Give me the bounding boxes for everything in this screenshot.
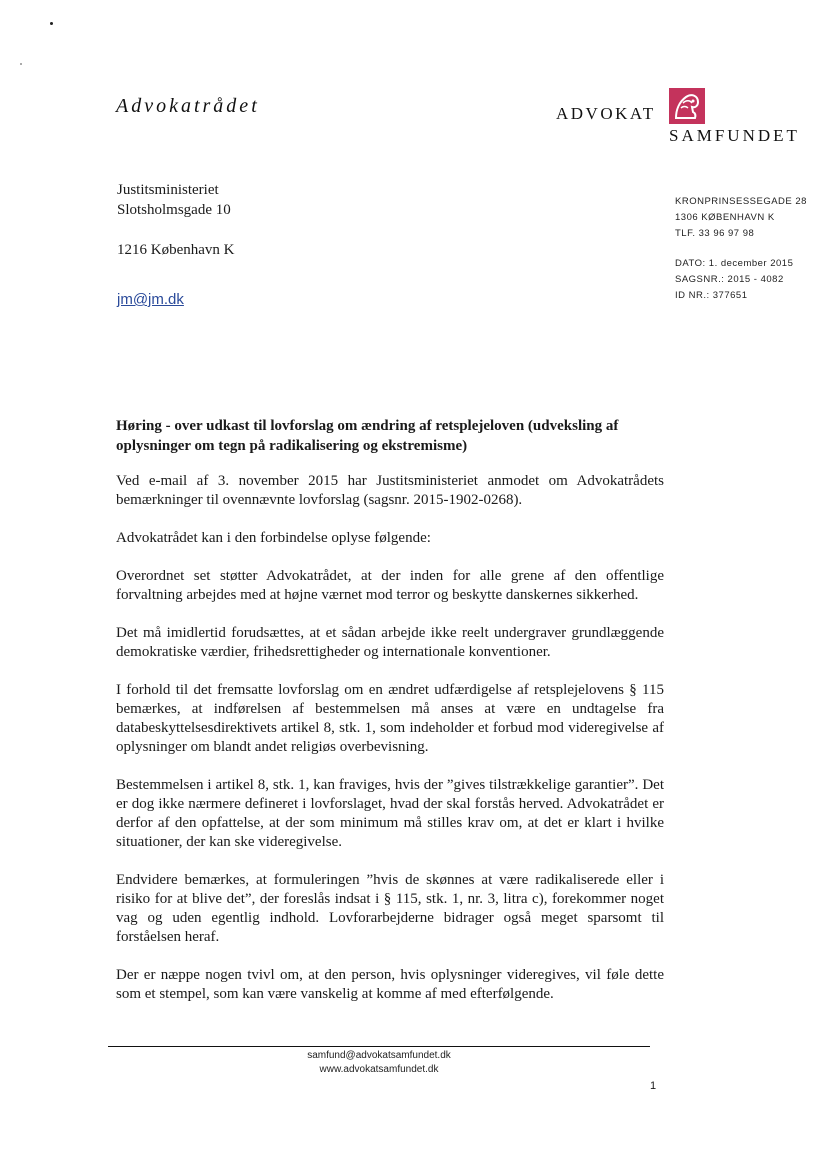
logo-word-samfundet: SAMFUNDET (669, 126, 800, 145)
sender-postal: 1306 KØBENHAVN K (675, 212, 775, 223)
body-paragraph: Advokatrådet kan i den forbindelse oplyse følgende: (116, 530, 431, 546)
sender-street: KRONPRINSESSEGADE 28 (675, 196, 807, 207)
letter-body (116, 472, 664, 1023)
body-paragraph: Endvidere bemærkes, at formuleringen ”hvis de skønnes at være radikaliserede eller i risiko for at blive det”, der foreslås indsat i § 115, stk. 1, nr. 3, litra c), forekommer noget vag og uden egentlig indhold. Lovforarbejderne bidrager også meget sparsomt til forståelsen heraf. (116, 872, 664, 945)
scan-speck (50, 22, 53, 25)
logo-word-advokat: ADVOKAT (556, 104, 656, 123)
recipient-street: Slotsholmsgade 10 (117, 202, 231, 218)
letter-subject: Høring - over udkast til lovforslag om ændring af retsplejeloven (udveksling af oplysninger om tegn på radikalisering og ekstremisme) (116, 418, 619, 454)
scan-speck (20, 63, 22, 65)
footer-website-link[interactable]: www.advokatsamfundet.dk (319, 1064, 439, 1075)
recipient-name: Justitsministeriet (117, 182, 219, 198)
letterhead-title: Advokatrådet (116, 95, 260, 117)
body-paragraph: I forhold til det fremsatte lovforslag om en ændret udfærdigelse af retsplejelovens § 115 bemærkes, at indførelsen af bestemmelsen må anses at være en undtagelse fra databeskyttelsesdirektivets artikel 8, stk. 1, som indeholder et forbud mod videregivelse af oplysninger om blandt andet religiøs overbevisning. (116, 682, 664, 755)
recipient-email-link[interactable]: jm@jm.dk (117, 291, 184, 308)
body-paragraph: Der er næppe nogen tvivl om, at den person, hvis oplysninger videregives, vil føle dette som et stempel, som kan være vanskelig at komme af med efterfølgende. (116, 967, 664, 1002)
body-paragraph: Ved e-mail af 3. november 2015 har Justitsministeriet anmodet om Advokatrådets bemærkninger til ovennævnte lovforslag (sagsnr. 2015-1902-0268). (116, 473, 664, 508)
page-number: 1 (650, 1080, 657, 1092)
body-paragraph: Overordnet set støtter Advokatrådet, at der inden for alle grene af den offentlige forvaltning arbejdes med at højne værnet mod terror og beskytte danskernes sikkerhed. (116, 568, 664, 603)
advokatsamfundet-logo-icon (669, 88, 705, 124)
recipient-address (117, 180, 234, 310)
case-number: SAGSNR.: 2015 - 4082 (675, 274, 784, 285)
recipient-postal: 1216 København K (117, 242, 235, 258)
id-number: ID NR.: 377651 (675, 290, 748, 301)
footer-divider (108, 1046, 650, 1047)
body-paragraph: Bestemmelsen i artikel 8, stk. 1, kan fraviges, hvis der ”gives tilstrækkelige garantier”. Det er dog ikke nærmere defineret i lovforslaget, hvad der skal forstås herved. Advokatrådet er derfor af den opfattelse, at der som minimum må stilles krav om, at det er klart i hvilke situationer, der kan ske videregivelse. (116, 777, 664, 850)
footer (108, 1049, 650, 1077)
footer-email-link[interactable]: samfund@advokatsamfundet.dk (307, 1050, 451, 1061)
sender-phone: TLF. 33 96 97 98 (675, 228, 755, 239)
sender-info (675, 194, 807, 304)
body-paragraph: Det må imidlertid forudsættes, at et sådan arbejde ikke reelt undergraver grundlæggende demokratiske værdier, frihedsrettigheder og internationale konventioner. (116, 625, 664, 660)
letter-date: DATO: 1. december 2015 (675, 258, 794, 269)
